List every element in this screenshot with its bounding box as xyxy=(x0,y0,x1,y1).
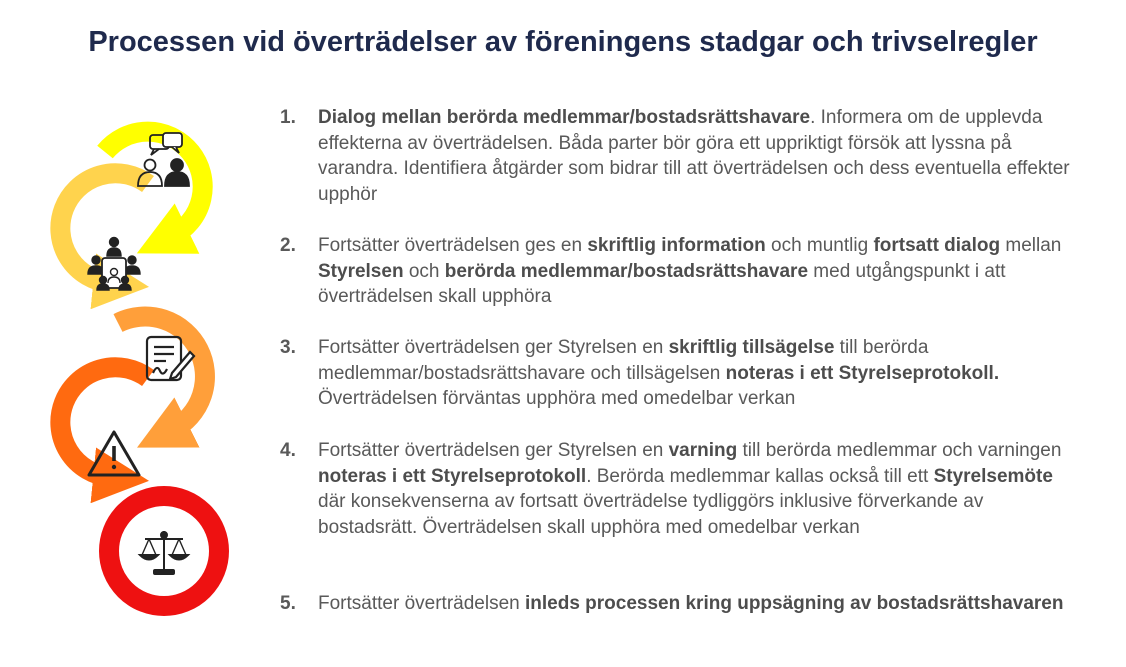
step-text-bold: Styrelsemöte xyxy=(933,465,1053,487)
step-text-run: och muntlig xyxy=(765,235,874,256)
page-title: Processen vid överträdelser av föreningens stadgar och trivselregler xyxy=(88,26,1038,58)
step-text-bold: skriftlig tillsägelse xyxy=(668,337,835,358)
process-cycle-diagram xyxy=(30,90,250,650)
step-text xyxy=(318,105,1070,207)
step-number: 1. xyxy=(280,107,296,128)
step-text-run: Överträdelsen förväntas upphöra med omedelbar verkan xyxy=(318,388,796,409)
step-text-run: till berörda medlemmar/bostadsrättshavare och tillsägelsen xyxy=(318,337,929,384)
step-text-run: . Berörda medlemmar kallas också till ett xyxy=(586,465,934,487)
step-text-run: mellan xyxy=(1000,235,1062,256)
step-text-bold: Dialog mellan berörda medlemmar/bostadsrättshavare xyxy=(318,107,811,128)
step-text xyxy=(318,591,1070,617)
step-text-bold: noteras i ett Styrelseprotokoll. xyxy=(725,362,1000,384)
step-text-run: . Informera om de upplevda effekterna av överträdelsen. Båda parter bör göra ett uppriktigt försök att lyssna på varandra. Identifiera åtgärder som bidrar till att överträdelsen och dess eventuella effekter upphör xyxy=(318,107,1070,205)
step-4 xyxy=(280,438,1070,540)
step-text-bold: skriftlig information xyxy=(587,235,766,256)
step-text-bold: berörda medlemmar/bostadsrättshavare xyxy=(444,260,809,282)
step-5 xyxy=(280,591,1070,617)
step-text-bold: Styrelsen xyxy=(318,260,404,282)
step-text xyxy=(318,438,1070,540)
step-text-run: och xyxy=(403,260,445,282)
step-text-bold: varning xyxy=(668,440,738,461)
step-text-run: Fortsätter överträdelsen ger Styrelsen en xyxy=(318,337,669,358)
step-number: 3. xyxy=(280,337,296,358)
step-text-bold: noteras i ett Styrelseprotokoll xyxy=(318,465,587,487)
step-text-bold: inleds processen kring uppsägning av bostadsrättshavaren xyxy=(524,593,1064,614)
step-number: 4. xyxy=(280,440,296,461)
step-text-run: Fortsätter överträdelsen ges en xyxy=(318,235,588,256)
step-text-run: med utgångspunkt i att överträdelsen skall upphöra xyxy=(318,260,1006,307)
step-number: 2. xyxy=(280,235,296,256)
ring-step-4 xyxy=(60,367,148,477)
step-text-run: där konsekvenserna av fortsatt överträdelse tydliggörs inklusive förverkande av bostadsrätt. Överträdelsen skall upphöra med omedelbar verkan xyxy=(318,491,984,538)
step-text xyxy=(318,233,1070,310)
step-text-run: Fortsätter överträdelsen ger Styrelsen en xyxy=(318,440,669,461)
step-1 xyxy=(280,105,1070,207)
step-text-run: till berörda medlemmar och varningen xyxy=(737,440,1062,461)
step-text-run: Fortsätter överträdelsen xyxy=(318,593,525,614)
step-text-bold: fortsatt dialog xyxy=(873,235,1001,256)
step-text xyxy=(318,335,1070,412)
step-2 xyxy=(280,233,1070,310)
justice-scales-icon xyxy=(140,531,188,574)
process-rings xyxy=(30,90,250,650)
step-number: 5. xyxy=(280,593,296,614)
step-3 xyxy=(280,335,1070,412)
